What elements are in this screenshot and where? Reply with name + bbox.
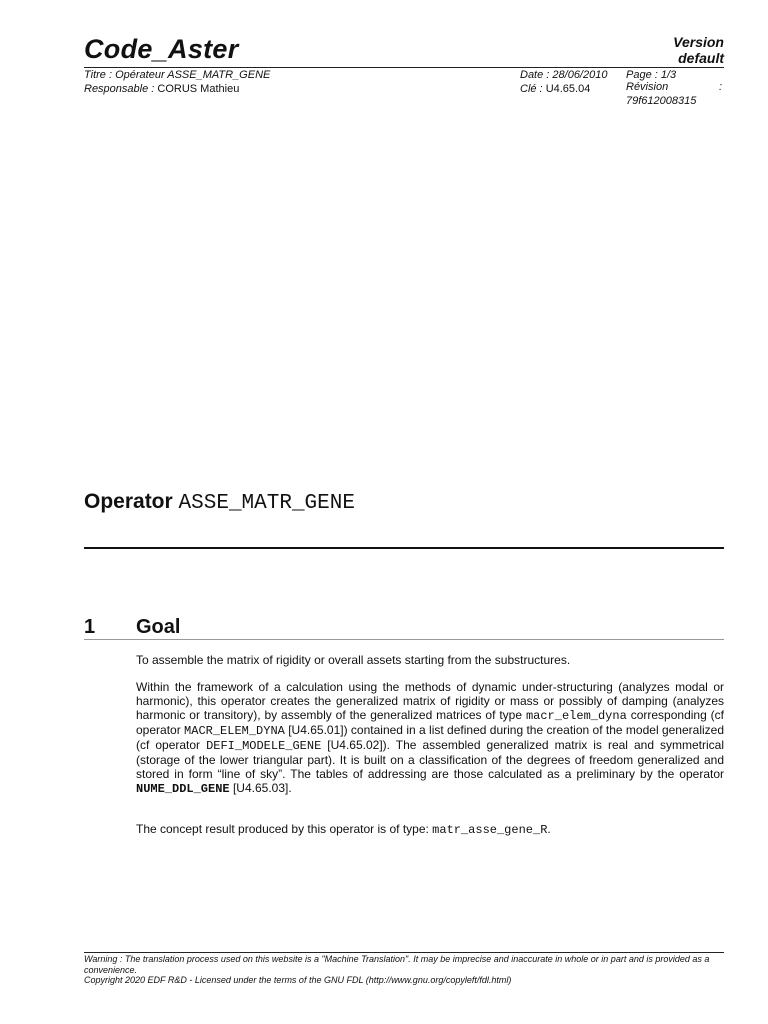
p2-text-5: [U4.65.03]. [229,781,292,795]
p3-text-1: The concept result produced by this operator is of type: [136,822,433,836]
paragraph-2 [136,680,724,796]
date-label: Date : [520,69,553,81]
p2-text-4: [U4.65.02]). The assembled generalized matrix is real and symmetrical (storage of the lower triangular part). It is built on a classification of the degrees of freedom generalized and stored in form “line of sky”. The tables of addressing are those calculated as a preliminary by the operator [136,738,725,781]
page-value: 1/3 [660,69,677,81]
cle-value: U4.65.04 [545,83,591,95]
meta-cle [520,83,590,96]
document-title-code: ASSE_MATR_GENE [178,492,355,515]
titre-value: Opérateur ASSE_MATR_GENE [115,69,271,81]
meta-responsable [84,83,239,96]
p2-code-macr-elem-dyna: macr_elem_dyna [525,709,627,723]
version-label [673,34,724,66]
meta-date [520,69,607,82]
version-line-2: default [678,50,724,66]
section-number: 1 [84,616,96,638]
p2-code-defi-modele-gene: DEFI_MODELE_GENE [206,739,322,753]
footer-divider [84,952,724,953]
document-title-prefix: Operator [84,490,179,513]
version-line-1: Version [673,34,724,50]
p2-code-macr-elem-dyna-op: MACR_ELEM_DYNA [184,724,285,738]
p3-code-result-type: matr_asse_gene_R [432,823,548,837]
titre-label: Titre : [84,69,116,81]
p2-text-2: corresponding (cf operator [136,708,725,737]
cle-label: Clé : [520,83,546,95]
title-divider [84,547,724,549]
p2-text-3: [U4.65.01]) contained in a list defined during the creation of the model generalized (cf operator [136,723,724,752]
paragraph-1: To assemble the matrix of rigidity or overall assets starting from the substructures. [136,653,571,667]
p2-code-nume-ddl-gene: NUME_DDL_GENE [136,782,230,796]
date-value: 28/06/2010 [552,69,608,81]
p2-text-1: Within the framework of a calculation using the methods of dynamic under-structuring (analyzes modal or harmonic), this operator creates the generalized matrix of rigidity or mass or possibly of damping (analyzes harmonic or transitory), by assembly of the generalized matrices of type [136,680,724,722]
header-divider [84,67,724,68]
page-label: Page : [626,69,661,81]
code-aster-logo: Code_Aster [84,34,239,64]
responsable-label: Responsable : [84,83,158,95]
paragraph-3 [136,822,724,837]
section-title: Goal [136,616,181,638]
revision-label: Révision [626,81,669,93]
p3-text-2: . [547,822,551,836]
footer-copyright: Copyright 2020 EDF R&D - Licensed under the terms of the GNU FDL (http://www.gnu.org/copyleft/fdl.html) [84,975,512,985]
footer-warning: Warning : The translation process used on this website is a "Machine Translation". It may be imprecise and inaccurate in whole or in part and is provided as a convenience. [84,954,710,975]
meta-titre [84,69,270,82]
section-divider [84,639,724,640]
responsable-value: CORUS Mathieu [157,83,240,95]
revision-colon: : [718,81,722,93]
document-title [84,490,355,515]
meta-revision [626,81,724,94]
revision-value: 79f612008315 [626,95,697,107]
